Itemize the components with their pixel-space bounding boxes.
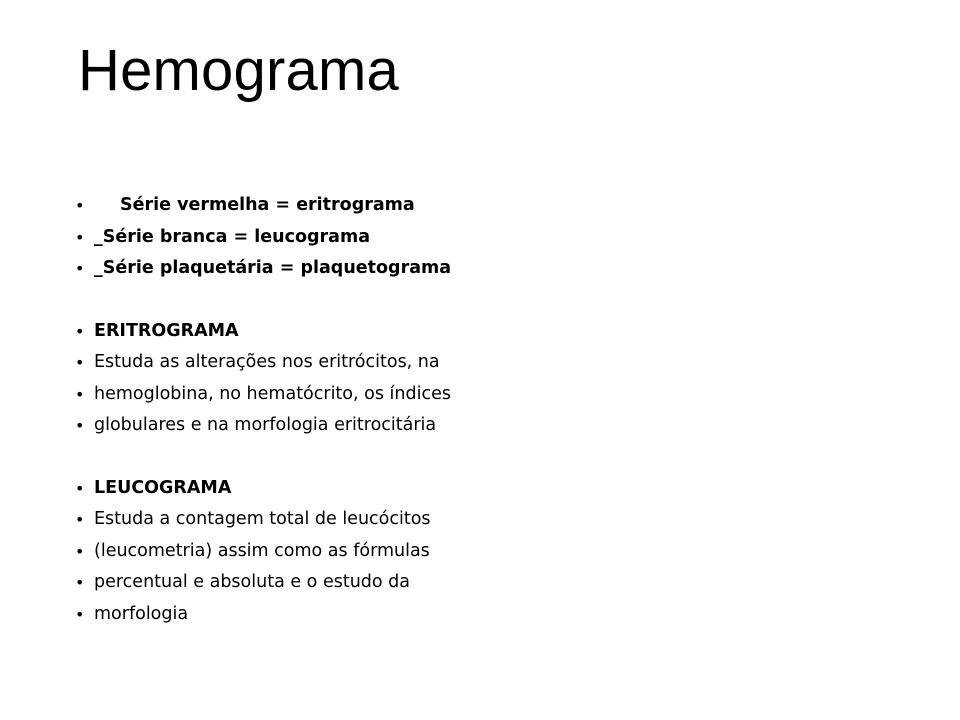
bullet-icon: •	[75, 321, 85, 341]
bullet-text: LEUCOGRAMA	[94, 477, 232, 498]
bullet-icon: •	[75, 227, 85, 247]
bullet-text: Estuda a contagem total de leucócitos	[94, 509, 431, 529]
bullet-item	[74, 190, 874, 222]
bullet-text: hemoglobina, no hematócrito, os índices	[94, 383, 451, 404]
bullet-icon: •	[75, 541, 85, 561]
bullet-icon: •	[75, 573, 85, 592]
bullet-item	[74, 316, 874, 348]
bullet-item	[74, 473, 874, 505]
slide-title: Hemograma	[78, 38, 399, 103]
bullet-icon: •	[75, 259, 85, 278]
bullet-spacer	[74, 442, 874, 473]
bullet-text: globulares e na morfologia eritrocitária	[94, 415, 437, 435]
bullet-item	[74, 599, 874, 631]
bullet-icon: •	[75, 416, 85, 435]
bullet-text: _Série branca = leucograma	[94, 226, 371, 247]
bullet-item	[74, 504, 874, 536]
bullet-item	[74, 347, 874, 379]
bullet-list	[74, 190, 874, 630]
bullet-icon: •	[75, 384, 85, 404]
bullet-icon: •	[75, 353, 85, 372]
bullet-item	[74, 536, 874, 568]
bullet-item	[74, 410, 874, 442]
bullet-text: morfologia	[94, 603, 189, 624]
bullet-icon: •	[75, 196, 85, 215]
bullet-text: Estuda as alterações nos eritrócitos, na	[94, 352, 440, 372]
bullet-item	[74, 222, 874, 254]
bullet-text: ERITROGRAMA	[94, 320, 239, 341]
bullet-text: (leucometria) assim como as fórmulas	[94, 540, 430, 561]
bullet-text: percentual e absoluta e o estudo da	[94, 572, 410, 592]
bullet-item	[74, 253, 874, 285]
bullet-text: Série vermelha = eritrograma	[120, 195, 415, 215]
bullet-item	[74, 567, 874, 599]
bullet-spacer	[74, 285, 874, 316]
bullet-icon: •	[75, 604, 85, 624]
bullet-item	[74, 379, 874, 411]
bullet-icon: •	[75, 478, 85, 498]
bullet-text: _Série plaquetária = plaquetograma	[94, 258, 452, 278]
bullet-icon: •	[75, 510, 85, 529]
